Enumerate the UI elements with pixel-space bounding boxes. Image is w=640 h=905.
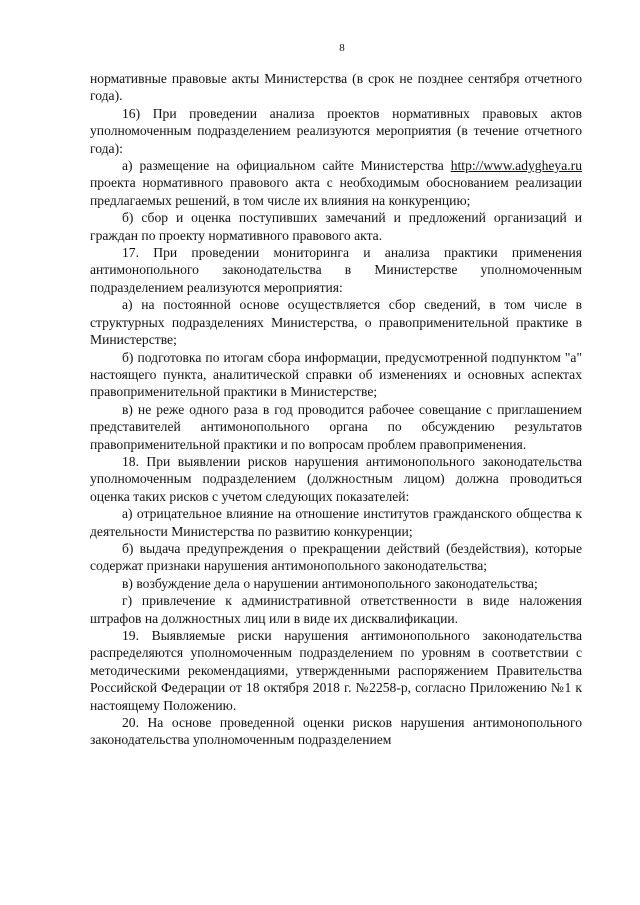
paragraph-20: 20. На основе проведенной оценки рисков нарушения антимонопольного законодательства уполномоченным подразделением [90, 715, 582, 748]
paragraph-18c: в) возбуждение дела о нарушении антимонопольного законодательства; [122, 575, 538, 591]
paragraph-17c: в) не реже одного раза в год проводится рабочее совещание с приглашением представителей антимонопольного органа по обсуждению результатов правоприменительной практики и по вопросам проблем правоприменения. [90, 401, 582, 452]
paragraph-16a-prefix: а) размещение на официальном сайте Министерства [122, 158, 451, 174]
paragraph-18a: а) отрицательное влияние на отношение институтов гражданского общества к деятельности Министерства по развитию конкуренции; [90, 506, 582, 539]
paragraph-18d: г) привлечение к административной ответственности в виде наложения штрафов на должностных лиц или в виде их дисквалификации. [90, 593, 582, 626]
document-body [90, 70, 582, 749]
ministry-website-link[interactable]: http://www.adygheya.ru [450, 158, 582, 174]
paragraph-17a: а) на постоянной основе осуществляется сбор сведений, в том числе в структурных подразделениях Министерства, о правоприменительной практике в Министерстве; [90, 297, 582, 348]
paragraph-16a-suffix: проекта нормативного правового акта с необходимым обоснованием реализации предлагаемых решений, в том числе их влияния на конкуренцию; [90, 175, 582, 208]
page-number: 8 [339, 42, 345, 54]
paragraph-17: 17. При проведении мониторинга и анализа практики применения антимонопольного законодательства в Министерстве уполномоченным подразделением реализуются мероприятия: [90, 245, 582, 295]
paragraph-19: 19. Выявляемые риски нарушения антимонопольного законодательства распределяются уполномоченным подразделением по уровням в соответствии с методическими рекомендациями, утвержденными распоряжением Правительства Российской Федерации от 18 октября 2018 г. №2258-р, согласно Приложению №1 к настоящему Положению. [90, 628, 582, 713]
paragraph-16b: б) сбор и оценка поступивших замечаний и предложений организаций и граждан по проекту нормативного правового акта. [90, 210, 582, 243]
paragraph-17b: б) подготовка по итогам сбора информации, предусмотренной подпунктом "а" настоящего пункта, аналитической справки об изменениях и основных аспектах правоприменительной практики в Министерстве; [90, 349, 582, 400]
paragraph-16: 16) При проведении анализа проектов нормативных правовых актов уполномоченным подразделением реализуются мероприятия (в течение отчетного года): [90, 105, 582, 156]
paragraph-continuation: нормативные правовые акты Министерства (в срок не позднее сентября отчетного года). [90, 71, 582, 104]
paragraph-18: 18. При выявлении рисков нарушения антимонопольного законодательства уполномоченным подразделением (должностным лицом) должна проводиться оценка таких рисков с учетом следующих показателей: [90, 453, 582, 504]
paragraph-16a [90, 157, 582, 209]
paragraph-18b: б) выдача предупреждения о прекращении действий (бездействия), которые содержат признаки нарушения антимонопольного законодательства; [90, 540, 582, 574]
